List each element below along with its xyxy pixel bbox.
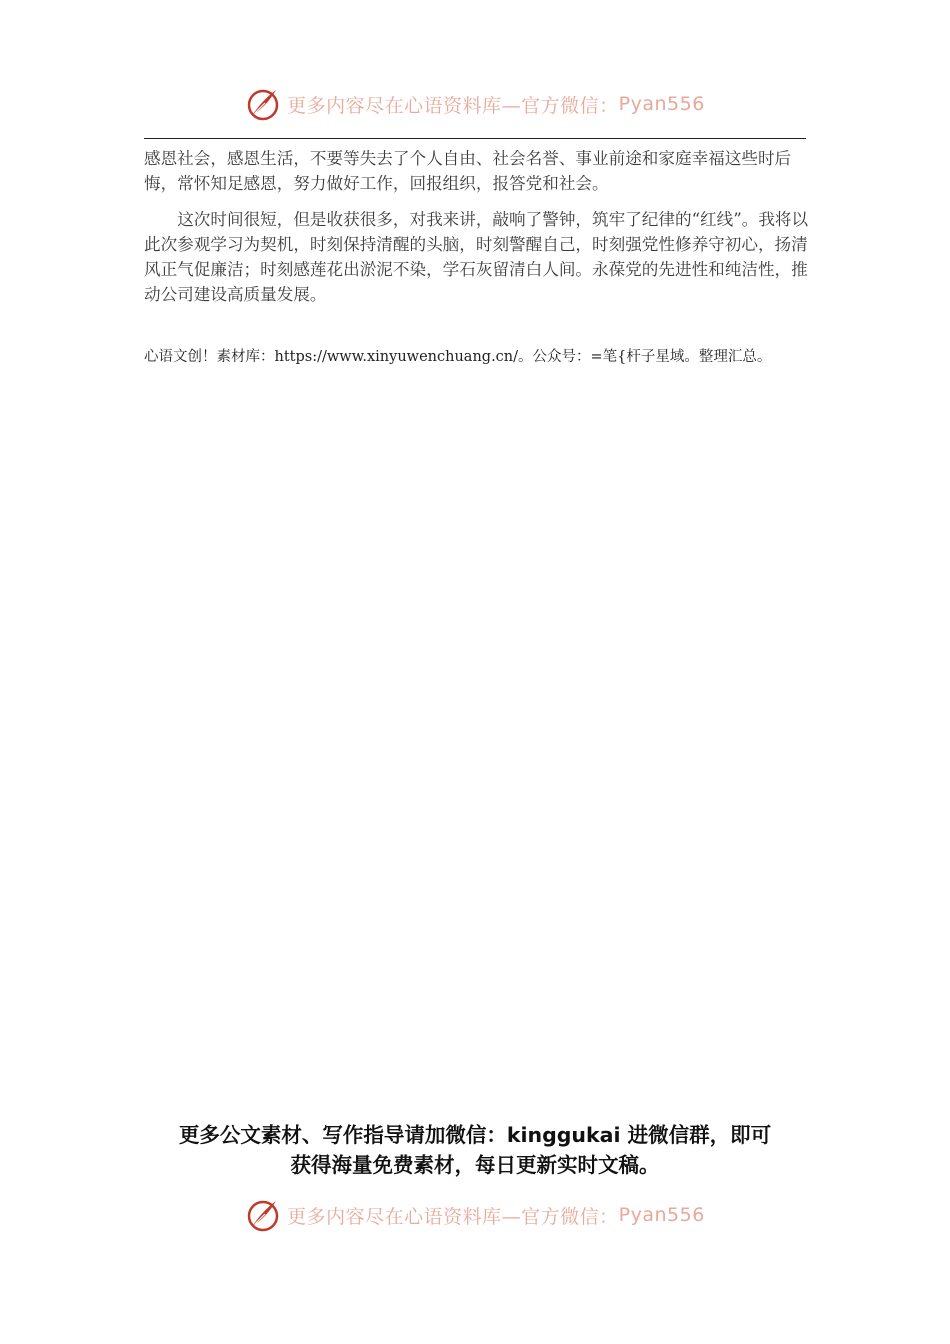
banner-text: 更多内容尽在心语资料库—官方微信： (287, 94, 619, 117)
promo-note (0, 1120, 950, 1180)
promo-line-2: 获得海量免费素材，每日更新实时文稿。 (290, 1153, 660, 1177)
header-banner (0, 82, 950, 126)
paragraph-1: 感恩社会，感恩生活，不要等失去了个人自由、社会名誉、事业前途和家庭幸福这些时后悔，常怀知足感恩，努力做好工作，回报组织，报答党和社会。 (144, 149, 792, 193)
banner-text: 更多内容尽在心语资料库—官方微信： (287, 1205, 619, 1228)
promo-line-1: 更多公文素材、写作指导请加微信：kinggukai 进微信群，即可 (178, 1123, 772, 1147)
paragraph-2: 这次时间很短，但是收获很多，对我来讲，敲响了警钟，筑牢了纪律的“红线”。我将以此次参观学习为契机，时刻保持清醒的头脑，时刻警醒自己，时刻强党性修养守初心，扬清风正气促廉洁；时刻感莲花出淤泥不染，学石灰留清白人间。永葆党的先进性和纯洁性，推动公司建设高质量发展。 (144, 210, 809, 304)
document-body (144, 146, 809, 318)
quill-pen-logo-icon (245, 1197, 281, 1233)
banner-wechat-id: Pyan556 (618, 1204, 705, 1226)
footer-banner (0, 1193, 950, 1237)
header-divider (144, 138, 806, 139)
banner-wechat-id: Pyan556 (618, 93, 705, 115)
quill-pen-logo-icon (245, 86, 281, 122)
source-credit: 心语文创！素材库：https://www.xinyuwenchuang.cn/。公众号：=笔{杆子星域。整理汇总。 (144, 349, 772, 365)
